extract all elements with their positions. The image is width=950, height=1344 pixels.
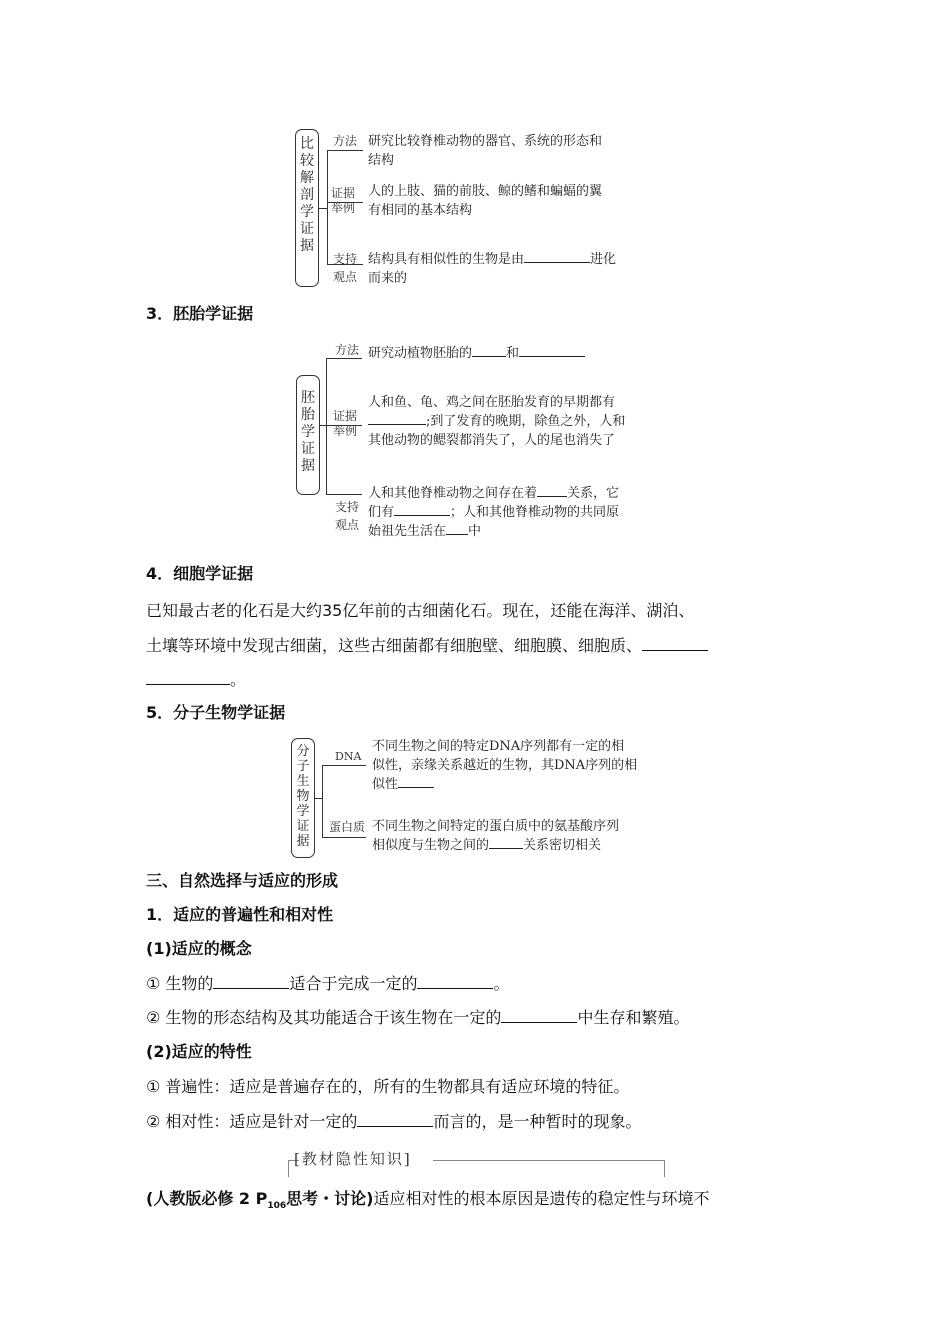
textbook-reference-line: (人教版必修 2 $P_{106}$思考・讨论)适应相对性的根本原因是遗传的稳定性与环境不 [146,1189,710,1212]
protein-text: 不同生物之间特定的蛋白质中的氨基酸序列 相似度与生物之间的 关系密切相关 [372,819,620,853]
method-text: 研究比较脊椎动物的器官、系统的形态和 结构 [368,134,603,168]
dna-text: 不同生物之间的特定DNA序列都有一定的相 似性，亲缘关系越近的生物，其DNA序列的相 似性 [372,739,638,792]
feature-title: (2)适应的特性 [146,1042,252,1061]
embryo-support-text: 人和其他脊椎动物之间存在着 关系，它 们有 ；人和其他脊椎动物的共同原 始祖先生活在 中 [368,486,620,539]
method-label: 方法 [333,134,358,148]
protein-label: 蛋白质 [329,820,366,834]
embryo-evidence-label: 证据 举例 [333,409,358,438]
embryo-evidence-text: 人和鱼、龟、鸡之间在胚胎发育的早期都有 ;到了发育的晚期，除鱼之外，人和 其他动物的鳃裂都消失了，人的尾也消失了 [368,395,626,448]
cell-line-1: 已知最古老的化石是大约35亿年前的古细菌化石。现在，还能在海洋、湖泊、 [146,601,695,620]
concept-title: (1)适应的概念 [146,939,252,958]
concept-line-2: ② 生物的形态结构及其功能适合于该生物在一定的 中生存和繁殖。 [146,1008,690,1027]
hidden-knowledge-title: [教材隐性知识] [294,1150,412,1168]
section3-heading: 三、自然选择与适应的形成 [146,871,339,890]
embryo-method-text: 研究动植物胚胎的 和 [368,344,585,363]
embryo-box: 胚 胎 学 证 据 [296,375,320,495]
support-text: 结构具有相似性的生物是由 进化 而来的 [368,252,617,286]
cell-line-2: 土壤等环境中发现古细菌，这些古细菌都有细胞壁、细胞膜、细胞质、 [146,634,708,657]
feature-line-2: ② 相对性：适应是针对一定的 而言的，是一种暂时的现象。 [146,1112,642,1131]
molecular-heading: 5．分子生物学证据 [146,703,286,722]
support-label: 支持 观点 [333,252,358,284]
embryo-heading: 3．胚胎学证据 [146,304,254,323]
dna-label: DNA [335,750,362,763]
comparative-box: 比 较 解 剖 学 证 据 [295,129,319,287]
cell-heading: 4．细胞学证据 [146,564,254,583]
cell-line-3: 。 [146,668,246,691]
adaptation-subheading: 1．适应的普遍性和相对性 [146,905,334,924]
embryo-method-label: 方法 [335,343,360,357]
evidence-label: 证据 举例 [331,186,356,215]
embryo-support-label: 支持 观点 [335,500,360,532]
feature-line-1: ① 普遍性：适应是普遍存在的，所有的生物都具有适应环境的特征。 [146,1077,630,1096]
concept-line-1: ① 生物的 适合于完成一定的 。 [146,974,510,993]
molecular-box: 分 子 生 物 学 证 据 [291,738,315,858]
evidence-text: 人的上肢、猫的前肢、鲸的鳍和蝙蝠的翼 有相同的基本结构 [368,184,603,218]
